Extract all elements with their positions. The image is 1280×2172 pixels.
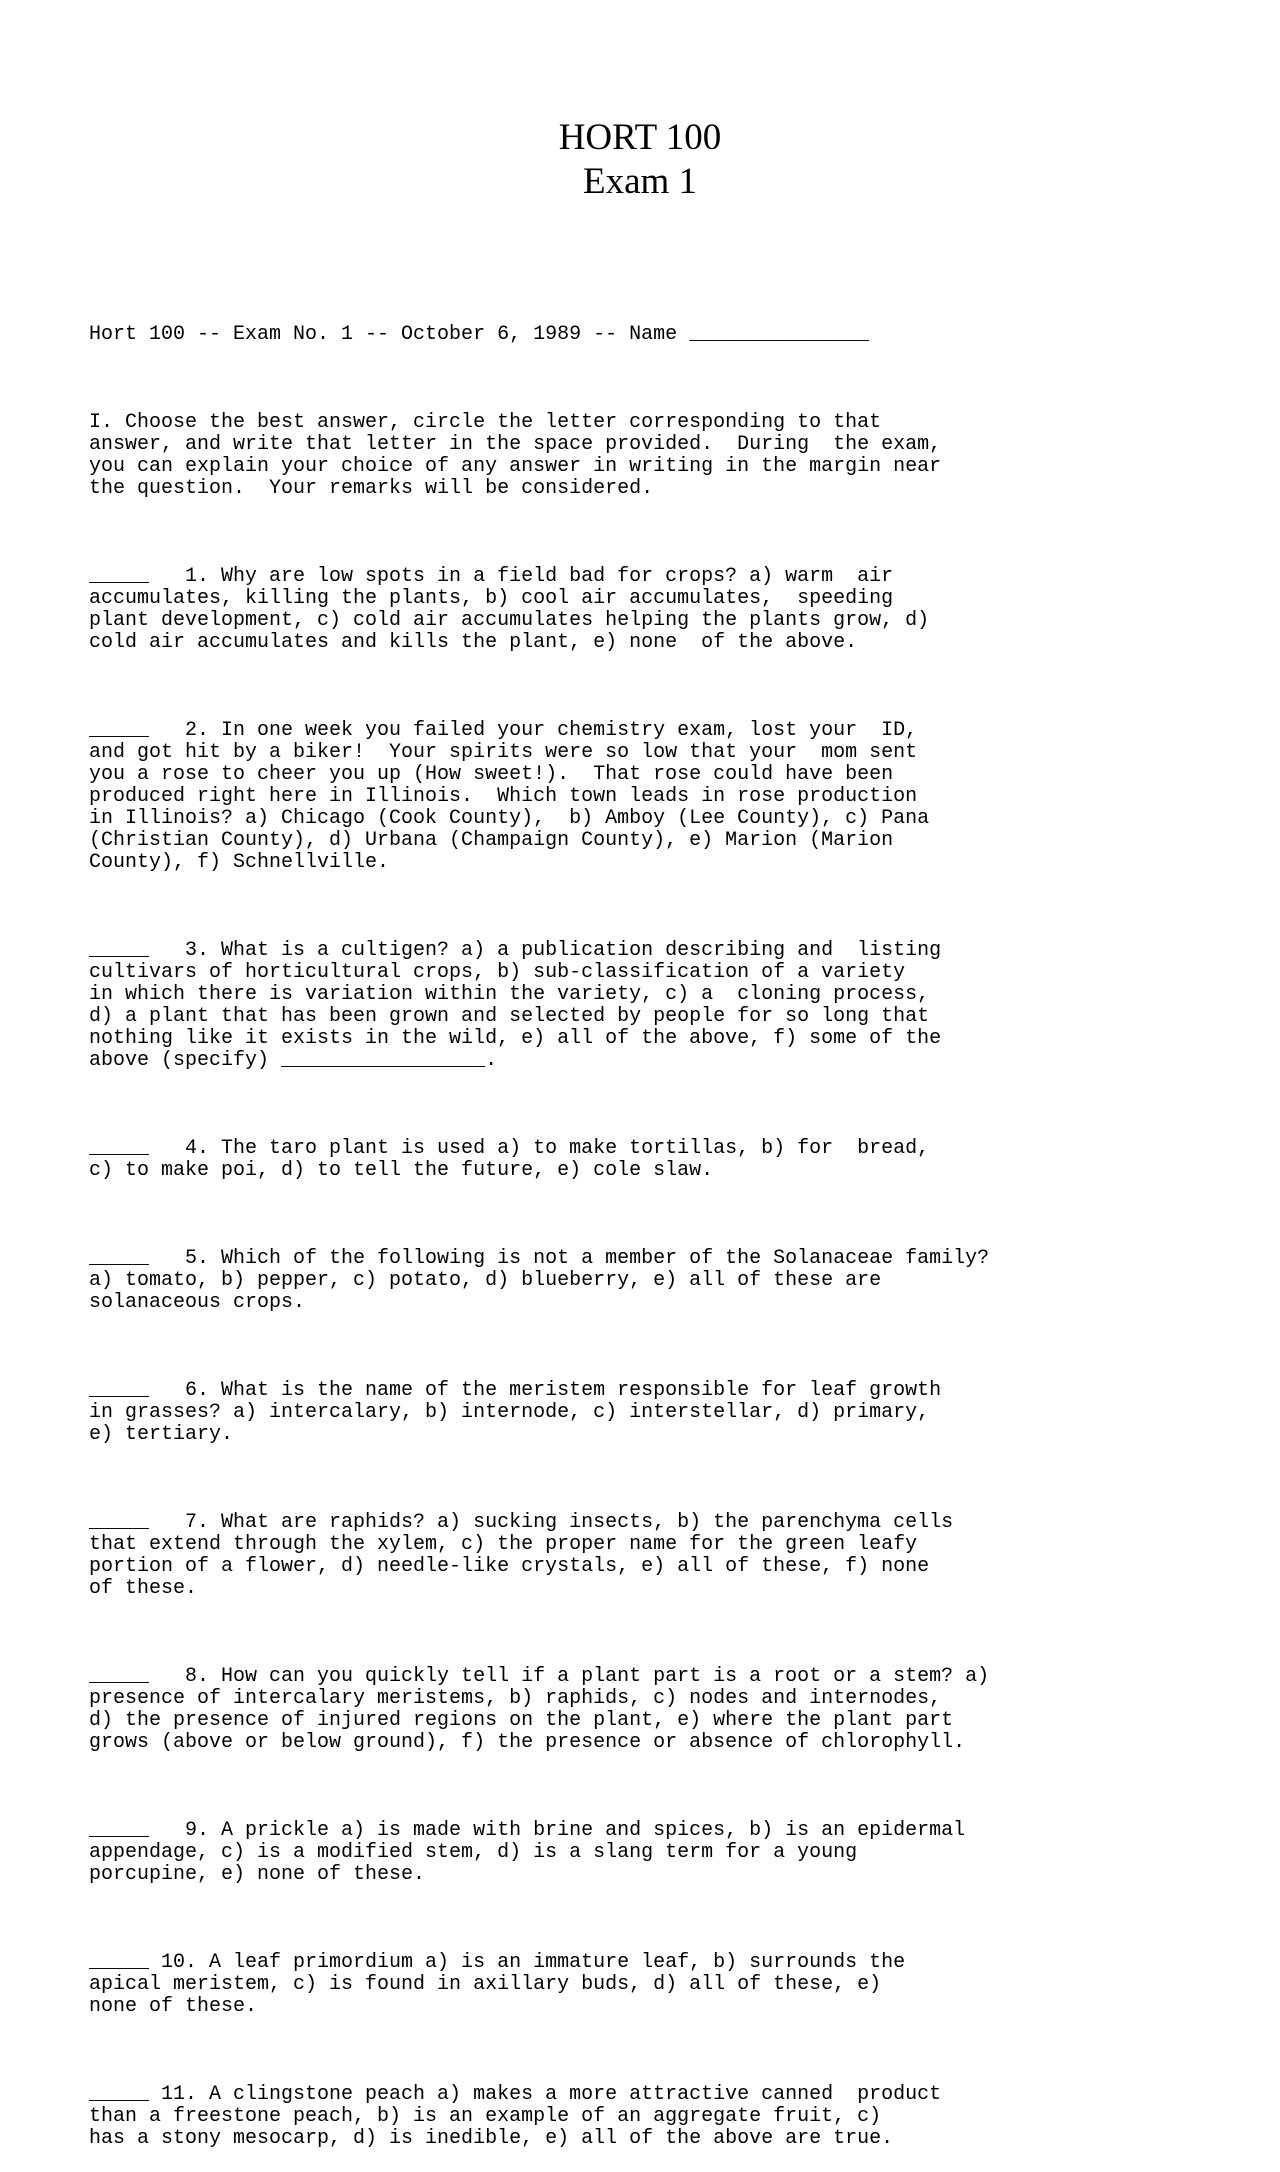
question-9: _____ 9. A prickle a) is made with brine and spices, b) is an epidermal appendage, c) is a modified stem, d) is a slang term for a young porcupine, e) none of these. [89, 1819, 966, 1886]
title-exam: Exam 1 [582, 161, 698, 202]
question-10: _____ 10. A leaf primordium a) is an immature leaf, b) surrounds the apical meristem, c) is found in axillary buds, d) all of these, e) none of these. [89, 1951, 906, 2018]
question-11: _____ 11. A clingstone peach a) makes a more attractive canned product than a freestone peach, b) is an example of an aggregate fruit, c) has a stony mesocarp, d) is inedible, e) all of the above are true. [89, 2083, 942, 2150]
instructions: I. Choose the best answer, circle the letter corresponding to that answer, and write that letter in the space provided. During the exam, you can explain your choice of any answer in writing in the margin near the question. Your remarks will be considered. [89, 411, 942, 500]
question-4: _____ 4. The taro plant is used a) to make tortillas, b) for bread, c) to make poi, d) to tell the future, e) cole slaw. [89, 1137, 930, 1182]
question-7: _____ 7. What are raphids? a) sucking insects, b) the parenchyma cells that extend through the xylem, c) the proper name for the green leafy portion of a flower, d) needle-like crystals, e) all of these, f) none of these. [89, 1511, 954, 1600]
question-5: _____ 5. Which of the following is not a member of the Solanaceae family? a) tomato, b) pepper, c) potato, d) blueberry, e) all of these are solanaceous crops. [89, 1247, 990, 1314]
title-course: HORT 100 [558, 117, 722, 158]
question-6: _____ 6. What is the name of the meristem responsible for leaf growth in grasses? a) intercalary, b) internode, c) interstellar, d) primary, e) tertiary. [89, 1379, 942, 1446]
document-title [0, 116, 1280, 204]
exam-header: Hort 100 -- Exam No. 1 -- October 6, 1989 -- Name _______________ [89, 323, 870, 346]
question-3: _____ 3. What is a cultigen? a) a publication describing and listing cultivars of horticultural crops, b) sub-classification of a variety in which there is variation within the variety, c) a cloning process, d) a plant that has been grown and selected by people for so long that nothing like it exists in the wild, e) all of the above, f) some of the above (specify) _________________. [89, 939, 942, 1072]
question-1: _____ 1. Why are low spots in a field bad for crops? a) warm air accumulates, killing the plants, b) cool air accumulates, speeding plant development, c) cold air accumulates helping the plants grow, d) cold air accumulates and kills the plant, e) none of the above. [89, 565, 930, 654]
question-2: _____ 2. In one week you failed your chemistry exam, lost your ID, and got hit by a biker! Your spirits were so low that your mom sent you a rose to cheer you up (How sweet!). That rose could have been produced right here in Illinois. Which town leads in rose production in Illinois? a) Chicago (Cook County), b) Amboy (Lee County), c) Pana (Christian County), d) Urbana (Champaign County), e) Marion (Marion County), f) Schnellville. [89, 719, 930, 874]
question-8: _____ 8. How can you quickly tell if a plant part is a root or a stem? a) presence of intercalary meristems, b) raphids, c) nodes and internodes, d) the presence of injured regions on the plant, e) where the plant part grows (above or below ground), f) the presence or absence of chlorophyll. [89, 1665, 990, 1754]
exam-body [89, 280, 1269, 2172]
